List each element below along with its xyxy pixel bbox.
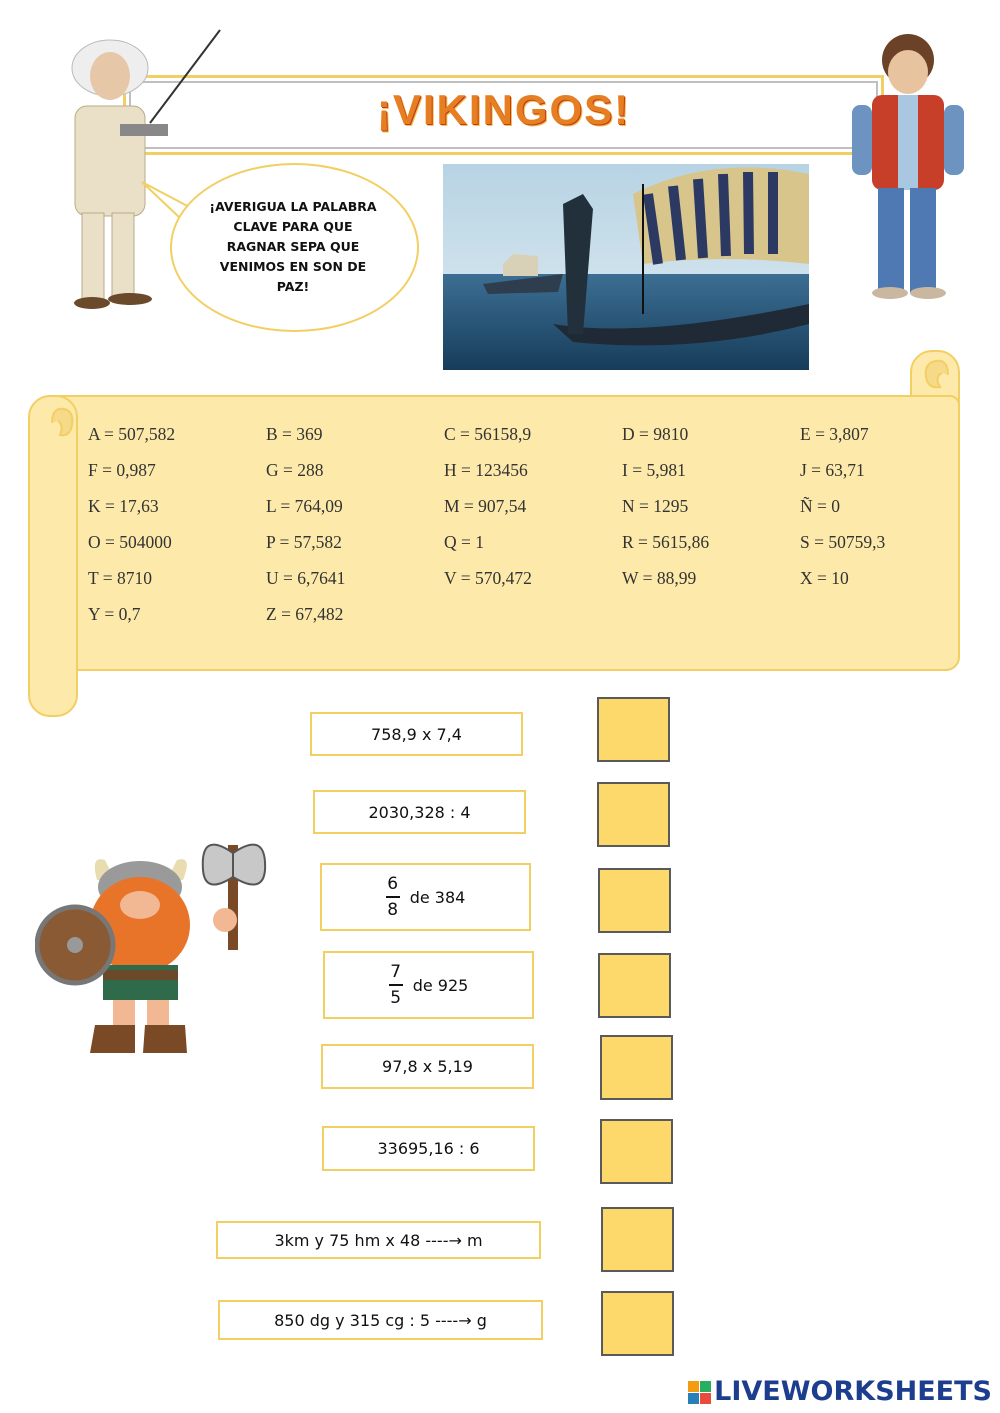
fraction-numerator: 6 bbox=[387, 874, 399, 895]
code-entry: Y = 0,7 bbox=[88, 604, 141, 624]
operation-text: 850 dg y 315 cg : 5 ----→ g bbox=[274, 1310, 487, 1330]
operation-box bbox=[322, 1126, 535, 1171]
code-entry: Z = 67,482 bbox=[266, 604, 344, 624]
code-entry: B = 369 bbox=[266, 424, 323, 444]
code-entry: E = 3,807 bbox=[800, 424, 869, 444]
liveworksheets-logo bbox=[688, 1376, 992, 1407]
fraction-bar bbox=[386, 896, 400, 898]
answer-box[interactable] bbox=[598, 953, 671, 1018]
code-entry: C = 56158,9 bbox=[444, 424, 532, 444]
code-entry: A = 507,582 bbox=[88, 424, 176, 444]
answer-box[interactable] bbox=[597, 782, 670, 847]
operation-box bbox=[320, 863, 531, 931]
code-entry: Ñ = 0 bbox=[800, 496, 841, 516]
viking-warrior-illustration bbox=[35, 825, 285, 1057]
scroll-roll-icon bbox=[50, 405, 76, 441]
code-entry: O = 504000 bbox=[88, 532, 172, 552]
page-title: ¡VIKINGOS! bbox=[376, 86, 631, 133]
operation-text: de 384 bbox=[409, 887, 466, 907]
letter-code-table bbox=[88, 424, 958, 627]
answer-box[interactable] bbox=[601, 1207, 674, 1272]
fraction bbox=[389, 962, 403, 1008]
viking-ship-photo bbox=[443, 164, 809, 370]
operation-box bbox=[323, 951, 534, 1019]
operation-text: 2030,328 : 4 bbox=[368, 802, 471, 822]
scroll-roll-icon-right bbox=[918, 357, 950, 393]
operation-box bbox=[310, 712, 523, 756]
operation-box bbox=[216, 1221, 541, 1259]
code-entry: V = 570,472 bbox=[444, 568, 532, 588]
answer-box[interactable] bbox=[597, 697, 670, 762]
code-entry: J = 63,71 bbox=[800, 460, 865, 480]
code-entry: T = 8710 bbox=[88, 568, 152, 588]
code-entry: X = 10 bbox=[800, 568, 849, 588]
code-entry: R = 5615,86 bbox=[622, 532, 710, 552]
fraction-denominator: 8 bbox=[387, 899, 399, 920]
code-entry: P = 57,582 bbox=[266, 532, 342, 552]
fraction bbox=[386, 874, 400, 920]
fraction-denominator: 5 bbox=[390, 987, 402, 1008]
code-entry: S = 50759,3 bbox=[800, 532, 886, 552]
answer-box[interactable] bbox=[600, 1035, 673, 1100]
operation-text: 3km y 75 hm x 48 ----→ m bbox=[274, 1230, 483, 1250]
operation-text: 33695,16 : 6 bbox=[377, 1139, 480, 1158]
operation-text: 97,8 x 5,19 bbox=[382, 1057, 473, 1076]
code-entry: W = 88,99 bbox=[622, 568, 697, 588]
operation-text: de 925 bbox=[412, 975, 469, 995]
answer-box[interactable] bbox=[601, 1291, 674, 1356]
code-entry: H = 123456 bbox=[444, 460, 528, 480]
fraction-bar bbox=[389, 984, 403, 986]
code-entry: L = 764,09 bbox=[266, 496, 343, 516]
code-entry: D = 9810 bbox=[622, 424, 689, 444]
speech-bubble-text: ¡AVERIGUA LA PALABRA CLAVE PARA QUE RAGNAR SEPA QUE VENIMOS EN SON DE PAZ! bbox=[209, 199, 377, 294]
liveworksheets-mark-icon bbox=[688, 1381, 712, 1405]
answer-box[interactable] bbox=[598, 868, 671, 933]
operation-box bbox=[218, 1300, 543, 1340]
operation-box bbox=[321, 1044, 534, 1089]
title-banner bbox=[123, 75, 884, 155]
code-entry: F = 0,987 bbox=[88, 460, 156, 480]
operation-text: 758,9 x 7,4 bbox=[371, 724, 462, 744]
code-entry: N = 1295 bbox=[622, 496, 689, 516]
code-entry: U = 6,7641 bbox=[266, 568, 346, 588]
scroll-curl-left bbox=[28, 395, 78, 717]
fraction-numerator: 7 bbox=[390, 962, 402, 983]
operation-box bbox=[313, 790, 526, 834]
code-entry: Q = 1 bbox=[444, 532, 485, 552]
boy-illustration bbox=[840, 30, 975, 305]
answer-box[interactable] bbox=[600, 1119, 673, 1184]
code-entry: I = 5,981 bbox=[622, 460, 686, 480]
code-entry: K = 17,63 bbox=[88, 496, 159, 516]
brand-name: LIVEWORKSHEETS bbox=[714, 1376, 992, 1407]
code-entry: G = 288 bbox=[266, 460, 324, 480]
code-entry: M = 907,54 bbox=[444, 496, 527, 516]
